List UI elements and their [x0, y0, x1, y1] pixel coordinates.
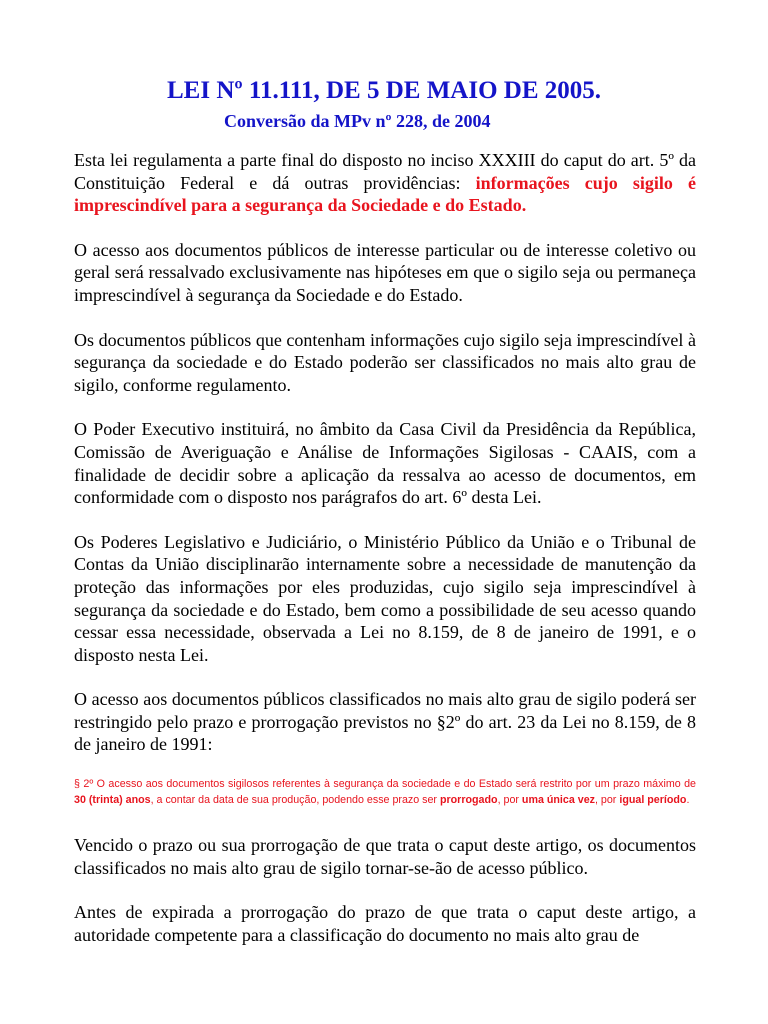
paragraph-1	[74, 149, 696, 217]
paragraph-8: Antes de expirada a prorrogação do prazo de que trata o caput deste artigo, a autoridade competente para a classificação do documento no mais alto grau de	[74, 902, 696, 945]
paragraph-3: Os documentos públicos que contenham informações cujo sigilo seja imprescindível à segurança da sociedade e do Estado poderão ser classificados no mais alto grau de sigilo, conforme regulamento.	[74, 329, 696, 395]
paragraph-1-highlight: informações cujo sigilo é imprescindível para a segurança da Sociedade e do Estado.	[74, 172, 696, 216]
quote-text-5: .	[686, 794, 690, 807]
quote-text-3: , por	[497, 794, 522, 807]
quote-text-2: , a contar da data de sua produção, podendo esse prazo ser	[150, 794, 440, 807]
paragraph-4: O Poder Executivo instituirá, no âmbito da Casa Civil da Presidência da República, Comissão de Averiguação e Análise de Informações Sigilosas - CAAIS, com a finalidade de decidir sobre a aplicação da ressalva ao acesso de documentos, em conformidade com o disposto nos parágrafos do art. 6º desta Lei.	[74, 419, 696, 508]
quote-bold-4: igual período	[619, 794, 687, 807]
paragraph-7: Vencido o prazo ou sua prorrogação de que trata o caput deste artigo, os documentos classificados no mais alto grau de sigilo tornar-se-ão de acesso público.	[74, 835, 696, 878]
paragraph-6: O acesso aos documentos públicos classificados no mais alto grau de sigilo poderá ser restringido pelo prazo e prorrogação previstos no §2º do art. 23 da Lei no 8.159, de 8 de janeiro de 1991:	[74, 689, 696, 755]
paragraph-5: Os Poderes Legislativo e Judiciário, o Ministério Público da União e o Tribunal de Contas da União disciplinarão internamente sobre a necessidade de manutenção da proteção das informações por eles produzidas, cujo sigilo seja imprescindível à segurança da sociedade e do Estado, bem como a possibilidade de seu acesso quando cessar essa necessidade, observada a Lei no 8.159, de 8 de janeiro de 1991, e o disposto nesta Lei.	[74, 531, 696, 665]
quote-text-4: , por	[594, 794, 620, 807]
quote-bold-1: 30 (trinta) anos	[74, 794, 151, 807]
document-title: LEI Nº 11.111, DE 5 DE MAIO DE 2005.	[166, 77, 601, 104]
quote-text-1: § 2º O acesso aos documentos sigilosos referentes à segurança da sociedade e do Estado será restrito por um prazo máximo de	[74, 778, 696, 791]
quote-bold-2: prorrogado	[439, 794, 498, 807]
legal-quote	[74, 776, 696, 808]
paragraph-1-text: Esta lei regulamenta a parte final do disposto no inciso XXXIII do caput do art. 5º da Constituição Federal e dá outras providências:	[74, 150, 696, 193]
quote-bold-3: uma única vez	[521, 794, 595, 807]
document-subtitle: Conversão da MPv nº 228, de 2004	[224, 111, 491, 131]
paragraph-2: O acesso aos documentos públicos de interesse particular ou de interesse coletivo ou geral será ressalvado exclusivamente nas hipóteses em que o sigilo seja ou permaneça imprescindível à segurança da Sociedade e do Estado.	[74, 239, 696, 305]
document-body	[74, 149, 696, 968]
